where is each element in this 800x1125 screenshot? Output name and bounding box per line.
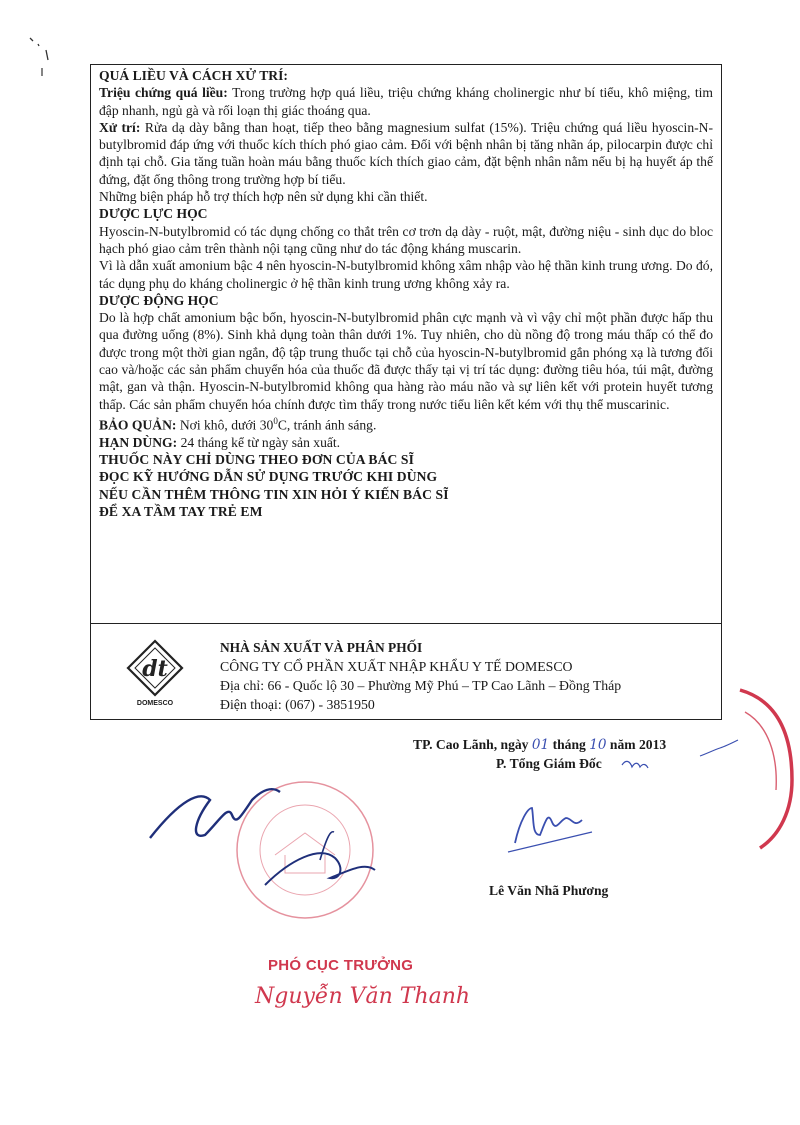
symptoms-label: Triệu chứng quá liều: — [99, 85, 228, 101]
overdose-heading: QUÁ LIỀU VÀ CÁCH XỬ TRÍ: — [99, 68, 288, 83]
overdose-support: Những biện pháp hỗ trợ thích hợp nên sử dụng khi cần thiết. — [99, 189, 428, 205]
pharmacodynamics-heading: DƯỢC LỰC HỌC — [99, 206, 208, 222]
red-stamp-inner-arc — [745, 712, 776, 790]
manufacturer-heading: NHÀ SẢN XUẤT VÀ PHÂN PHỐI — [220, 640, 423, 655]
treatment-label: Xử trí: — [99, 119, 141, 135]
pharmacokinetics-para: Do là hợp chất amonium bậc bốn, hyoscin-N-butylbromid phân cực mạnh và vì vậy chỉ một phần được hấp thu qua đường uống (8%). Sinh khả dụng toàn thân dưới 1%. Tuy nhiên, cho dù nồng độ trong máu thấp có thể đo được trong một thời gian ngắn, độ tập trung thuốc tại chỗ của hyoscin-N-butylbromid gắn phóng xạ là tương đối cao và/hoặc các sản phẩm chuyển hóa của thuốc đã được thấy tại vị trí tác dụng: đường tiêu hóa, túi mật, đường mật, gan và thận. Hyoscin-N-butylbromid không qua hàng rào máu não và sự liên kết với protein huyết tương thấp. Các sản phẩm chuyển hóa chính được tìm thấy trong nước tiểu liên kết kém với thụ thể muscarinic. — [99, 310, 713, 412]
pharmacodynamics-para1: Hyoscin-N-butylbromid có tác dụng chống co thắt trên cơ trơn dạ dày - ruột, mật, đường niệu - sinh dục do bloc hạch phó giao cảm trên thành nội tạng cũng như do tác động kháng muscarin. — [99, 223, 713, 256]
official-seal-inner — [260, 805, 350, 895]
warning-read-instructions: ĐỌC KỸ HƯỚNG DẪN SỬ DỤNG TRƯỚC KHI DÙNG — [99, 469, 438, 485]
director-signature-underline — [508, 832, 592, 852]
expiry-label: HẠN DÙNG: — [99, 434, 178, 450]
official-seal-outer — [237, 782, 373, 918]
warning-prescription: THUỐC NÀY CHỈ DÙNG THEO ĐƠN CỦA BÁC SĨ — [99, 452, 414, 468]
warning-ask-doctor: NẾU CẦN THÊM THÔNG TIN XIN HỎI Ý KIẾN BÁC SĨ — [99, 486, 449, 502]
treatment-text: Rửa dạ dày bằng than hoạt, tiếp theo bằng magnesium sulfat (15%). Triệu chứng quá liều hyoscin-N-butylbromid đáp ứng với thuốc kích thích phó giao cảm. Đối với bệnh nhân bị tăng nhãn áp, pilocarpin được chỉ định tại chỗ. Gia tăng tuần hoàn máu bằng thuốc kích thích giao cảm, đặt bệnh nhân nằm nếu bị hạ huyết áp thế đứng, đặt ống thông trong trường hợp bí tiểu. — [99, 119, 713, 187]
storage-degree: 0 — [273, 415, 278, 426]
pharmacokinetics-heading: DƯỢC ĐỘNG HỌC — [99, 292, 219, 308]
handwritten-day: 01 — [531, 737, 550, 753]
warning-keep-from-children: ĐỂ XA TẦM TAY TRẺ EM — [99, 503, 263, 519]
authority-title: PHÓ CỤC TRƯỞNG — [268, 957, 414, 974]
director-signature — [515, 808, 582, 843]
logo-text: DOMESCO — [136, 700, 174, 707]
handwritten-month: 10 — [589, 737, 607, 753]
manufacturer-phone: Điện thoại: (067) - 3851950 — [220, 697, 375, 712]
scan-mark-dots — [30, 38, 48, 60]
manufacturer-company: CÔNG TY CỔ PHẦN XUẤT NHẬP KHẨU Y TẾ DOMESCO — [220, 659, 573, 674]
signer-position: P. Tổng Giám Đốc — [496, 756, 602, 771]
symptoms-text: Trong trường hợp quá liều, triệu chứng kháng cholinergic như bí tiểu, khô miệng, tim đập nhanh, ngủ gà và rối loạn thị giác thoáng qua. — [99, 85, 714, 118]
pharmacodynamics-para2: Vì là dẫn xuất amonium bậc 4 nên hyoscin-N-butylbromid không xâm nhập vào hệ thần kinh trung ương. Do đó, tác dụng phụ do kháng cholinergic ở hệ thần kinh trung ương không xảy ra. — [99, 258, 713, 291]
blue-initials-mark — [622, 761, 648, 768]
authority-signature-stroke-1 — [150, 789, 280, 838]
blue-initials-mark-2 — [700, 740, 738, 756]
storage-text-before: Nơi khô, dưới 30 — [176, 417, 274, 433]
storage-label: BẢO QUẢN: — [99, 417, 177, 433]
storage-text-after: C, tránh ánh sáng. — [277, 417, 377, 433]
expiry-text: 24 tháng kể từ ngày sản xuất. — [177, 434, 341, 450]
month-label: tháng — [549, 737, 590, 752]
year-part: năm 2013 — [606, 737, 667, 752]
authority-name: Nguyễn Văn Thanh — [255, 984, 471, 1009]
manufacturer-address: Địa chỉ: 66 - Quốc lộ 30 – Phường Mỹ Phú – TP Cao Lãnh – Đồng Tháp — [220, 678, 622, 693]
signer-name: Lê Văn Nhã Phương — [489, 883, 609, 898]
svg-text:dt: dt — [142, 656, 168, 682]
place-prefix: TP. Cao Lãnh, ngày — [413, 737, 532, 752]
